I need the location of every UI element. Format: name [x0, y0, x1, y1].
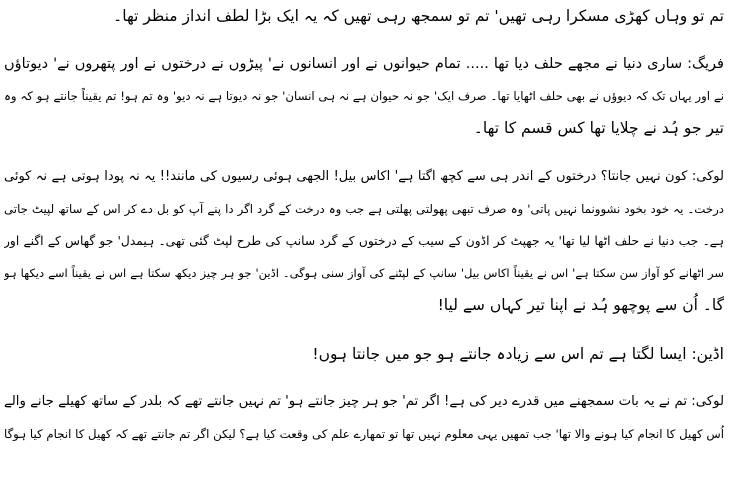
- text-line-10: اڈین: ایسا لگتا ہے تم اس سے زیادہ جانتے ہو جو میں جانتا ہوں!: [312, 345, 724, 363]
- text-line-6: درخت۔ یہ خود بخود نشوونما نہیں پاتی' وہ صرف تبھی پھولتی پھلتی ہے جب وہ درخت کے گرد اگر دا پنے آپ کو بل دے کر اس کے ساتھ لپیٹ جاتی: [4, 202, 724, 216]
- text-line-3: نے اور یہاں تک کہ دیوؤں نے بھی حلف اٹھایا تھا۔ صرف ایک' جو نہ حیوان ہے نہ ہی انسان' جو نہ دیوتا ہے نہ دیو' وہ تم ہو! تم یقیناً جانتے ہو کہ وہ: [4, 89, 724, 103]
- text-line-5: لوکی: کون نہیں جانتا؟ درختوں کے اندر ہی سے کچھ اگتا ہے' اکاس بیل! الجھی ہوئی رسیوں کی مانند!! یہ نہ پودا ہوتی ہے نہ کوئی: [4, 169, 724, 184]
- text-line-8: سر اٹھانے کو آواز سن سکتا ہے' اس نے یقیناً اکاس بیل' سانپ کے لپٹنے کی آواز سنی ہوگی۔ اڈین' جو ہر چیز دیکھ سکتا ہے اس نے یقیناً اسے دیکھا ہو: [4, 266, 724, 280]
- text-line-7: ہے۔ جب دنیا نے حلف اٹھا لیا تھا' یہ جھپٹ کر اڈون کے سیب کے درختوں کے گرد سانپ کی طرح لپٹ گئی تھی۔ ہیمدل' جو گھاس کے اگنے اور: [4, 234, 724, 248]
- text-line-11: لوکی: تم نے یہ بات سمجھنے میں قدرے دیر کی ہے! اگر تم' جو ہر چیز جانتے ہو' تم نہیں جانتے تھے کہ بلدر کے ساتھ کھیلے جانے والے: [4, 394, 724, 409]
- text-line-9: گا۔ اُن سے پوچھو ہُد نے اپنا تیر کہاں سے لیا!: [437, 296, 724, 314]
- text-line-12: اُس کھیل کا انجام کیا ہونے والا تھا' جب تمھیں یہی معلوم نہیں تھا تو تمھارے علم کی وقعت کیا ہے؟ لیکن اگر تم جانتے تھے کہ کھیل کا انجام کیا ہوگا: [4, 427, 724, 441]
- text-line-4: تیر جو ہُد نے چلایا تھا کس قسم کا تھا۔: [473, 119, 724, 137]
- text-line-2: فریگ: ساری دنیا نے مجھے حلف دیا تھا ..... تمام حیوانوں نے اور انسانوں نے' پیڑوں نے درختوں نے اور پتھروں نے' دیوتاؤں: [4, 56, 724, 72]
- text-line-1: تم تو وہاں کھڑی مسکرا رہی تھیں' تم تو سمجھ رہی تھیں کہ یہ ایک بڑا لطف انداز منظر تھا۔: [113, 7, 724, 25]
